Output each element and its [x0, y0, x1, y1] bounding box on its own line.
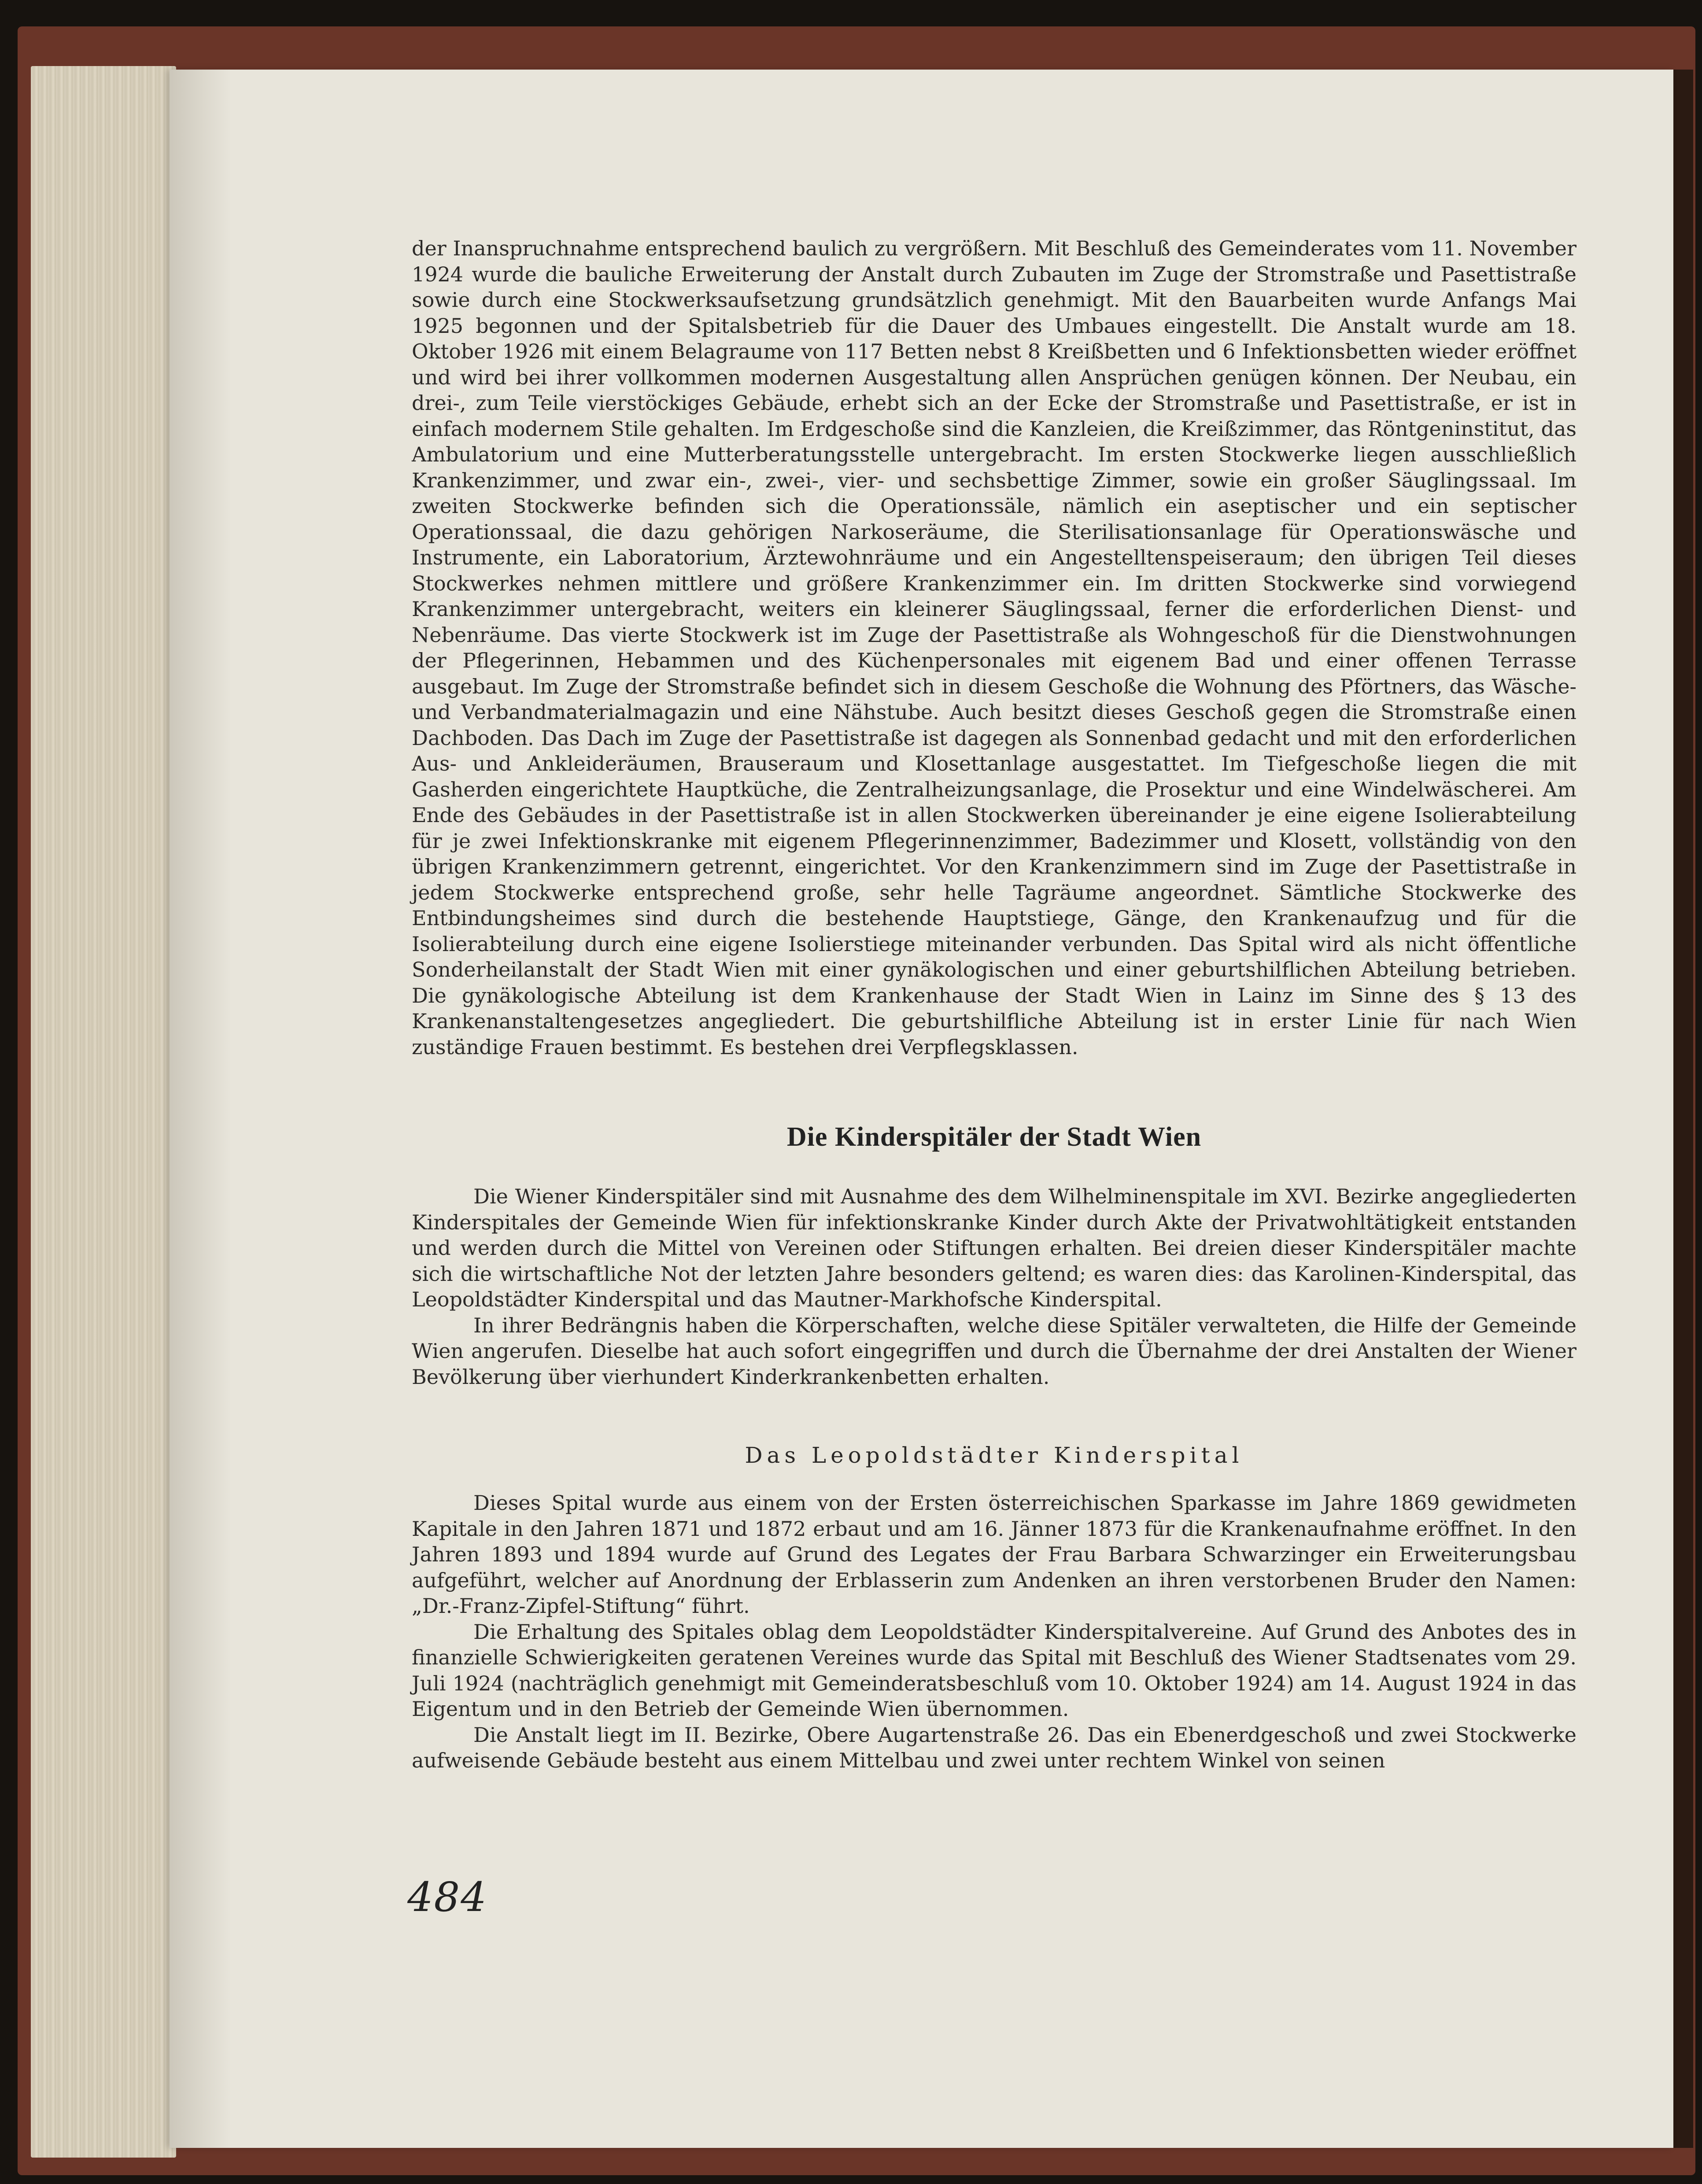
- page-gutter-shadow: [170, 70, 231, 2148]
- paragraph: Die Wiener Kinderspitäler sind mit Ausnahme des dem Wilhelminenspitale im XVI. Bezirke angegliederten Kinderspitales der Gemeinde Wien für infektionskranke Kinder durch Akte der Privatwohltätigkeit entstanden und werden durch die Mittel von Vereinen oder Stiftungen erhalten. Bei dreien dieser Kinderspitäler machte sich die wirtschaftliche Not der letzten Jahre besonders geltend; es waren dies: das Karolinen-Kinderspital, das Leopoldstädter Kinderspital und das Mautner-Markhofsche Kinderspital.: [412, 1184, 1576, 1311]
- page-edges: [31, 66, 176, 2158]
- paragraph: Die Erhaltung des Spitales oblag dem Leopoldstädter Kinderspitalvereine. Auf Grund des Anbotes des in finanzielle Schwierigkeiten geratenen Vereines wurde das Spital mit Beschluß des Wiener Stadtsenates vom 29. Juli 1924 (nachträglich genehmigt mit Gemeinderatsbeschluß vom 10. Oktober 1924) am 14. August 1924 in das Eigentum und in den Betrieb der Gemeinde Wien übernommen.: [412, 1620, 1576, 1721]
- page-number: 484: [407, 1874, 487, 1921]
- intro-paragraph: der Inanspruchnahme entsprechend baulich zu vergrößern. Mit Beschluß des Gemeinderates vom 11. November 1924 wurde die bauliche Erweiterung der Anstalt durch Zubauten im Zuge der Stromstraße und Pasettistraße sowie durch eine Stockwerksaufsetzung grundsätzlich genehmigt. Mit den Bauarbeiten wurde Anfangs Mai 1925 begonnen und der Spitalsbetrieb für die Dauer des Umbaues eingestellt. Die Anstalt wurde am 18. Oktober 1926 mit einem Belagraume von 117 Betten nebst 8 Kreißbetten und 6 Infektionsbetten wieder eröffnet und wird bei ihrer vollkommen modernen Ausgestaltung allen Ansprüchen genügen können. Der Neubau, ein drei-, zum Teile vierstöckiges Gebäude, erhebt sich an der Ecke der Stromstraße und Pasettistraße, er ist in einfach modernem Stile gehalten. Im Erdgeschoße sind die Kanzleien, die Kreißzimmer, das Röntgeninstitut, das Ambulatorium und eine Mutterberatungsstelle untergebracht. Im ersten Stockwerke liegen ausschließlich Krankenzimmer, und zwar ein-, zwei-, vier- und sechsbettige Zimmer, sowie ein großer Säuglingssaal. Im zweiten Stockwerke befinden sich die Operationssäle, nämlich ein aseptischer und ein septischer Operationssaal, die dazu gehörigen Narkoseräume, die Sterilisationsanlage für Operationswäsche und Instrumente, ein Laboratorium, Ärztewohnräume und ein Angestelltenspeiseraum; den übrigen Teil dieses Stockwerkes nehmen mittlere und größere Krankenzimmer ein. Im dritten Stockwerke sind vorwiegend Krankenzimmer untergebracht, weiters ein kleinerer Säuglingssaal, ferner die erforderlichen Dienst- und Nebenräume. Das vierte Stockwerk ist im Zuge der Pasettistraße als Wohngeschoß für die Dienstwohnungen der Pflegerinnen, Hebammen und des Küchenpersonales mit eigenem Bad und einer offenen Terrasse ausgebaut. Im Zuge der Stromstraße befindet sich in diesem Geschoße die Wohnung des Pförtners, das Wäsche- und Verbandmaterialmagazin und eine Nähstube. Auch besitzt dieses Geschoß gegen die Stromstraße einen Dachboden. Das Dach im Zuge der Pasettistraße ist dagegen als Sonnenbad gedacht und mit den erforderlichen Aus- und Ankleideräumen, Brauseraum und Klosettanlage ausgestattet. Im Tiefgeschoße liegen die mit Gasherden eingerichtete Hauptküche, die Zentralheizungsanlage, die Prosektur und eine Windelwäscherei. Am Ende des Gebäudes in der Pasettistraße ist in allen Stockwerken übereinander je eine eigene Isolierabteilung für je zwei Infektionskranke mit eigenem Pflegerinnenzimmer, Badezimmer und Klosett, vollständig von den übrigen Krankenzimmern getrennt, eingerichtet. Vor den Krankenzimmern sind im Zuge der Pasettistraße in jedem Stockwerke entsprechend große, sehr helle Tagräume angeordnet. Sämtliche Stockwerke des Entbindungsheimes sind durch die bestehende Hauptstiege, Gänge, den Krankenaufzug und für die Isolierabteilung durch eine eigene Isolierstiege miteinander verbunden. Das Spital wird als nicht öffentliche Sonderheilanstalt der Stadt Wien mit einer gynäkologischen und einer geburtshilflichen Abteilung betrieben. Die gynäkologische Abteilung ist dem Krankenhause der Stadt Wien in Lainz im Sinne des § 13 des Krankenanstaltengesetzes angegliedert. Die geburtshilfliche Abteilung ist in erster Linie für nach Wien zuständige Frauen bestimmt. Es bestehen drei Verpflegsklassen.: [412, 236, 1576, 1059]
- page-content: [412, 236, 1576, 1774]
- paragraph: Die Anstalt liegt im II. Bezirke, Obere Augartenstraße 26. Das ein Ebenerdgeschoß und zwei Stockwerke aufweisende Gebäude besteht aus einem Mittelbau und zwei unter rechtem Winkel von seinen: [412, 1723, 1576, 1772]
- paragraph: In ihrer Bedrängnis haben die Körperschaften, welche diese Spitäler verwalteten, die Hilfe der Gemeinde Wien angerufen. Dieselbe hat auch sofort eingegriffen und durch die Übernahme der drei Anstalten der Wiener Bevölkerung über vierhundert Kinderkrankenbetten erhalten.: [412, 1313, 1576, 1389]
- section-heading-leopoldstaedter: Das Leopoldstädter Kinderspital: [745, 1442, 1244, 1468]
- book-edge-right: [1673, 70, 1693, 2148]
- paragraph: Dieses Spital wurde aus einem von der Ersten österreichischen Sparkasse im Jahre 1869 gewidmeten Kapitale in den Jahren 1871 und 1872 erbaut und am 16. Jänner 1873 für die Krankenaufnahme eröffnet. In den Jahren 1893 und 1894 wurde auf Grund des Legates der Frau Barbara Schwarzinger ein Erweiterungsbau aufgeführt, welcher auf Anordnung der Erblasserin zum Andenken an ihren verstorbenen Bruder den Namen: „Dr.-Franz-Zipfel-Stiftung“ führt.: [412, 1491, 1576, 1618]
- section-heading-kinderspitaeler: Die Kinderspitäler der Stadt Wien: [786, 1122, 1202, 1152]
